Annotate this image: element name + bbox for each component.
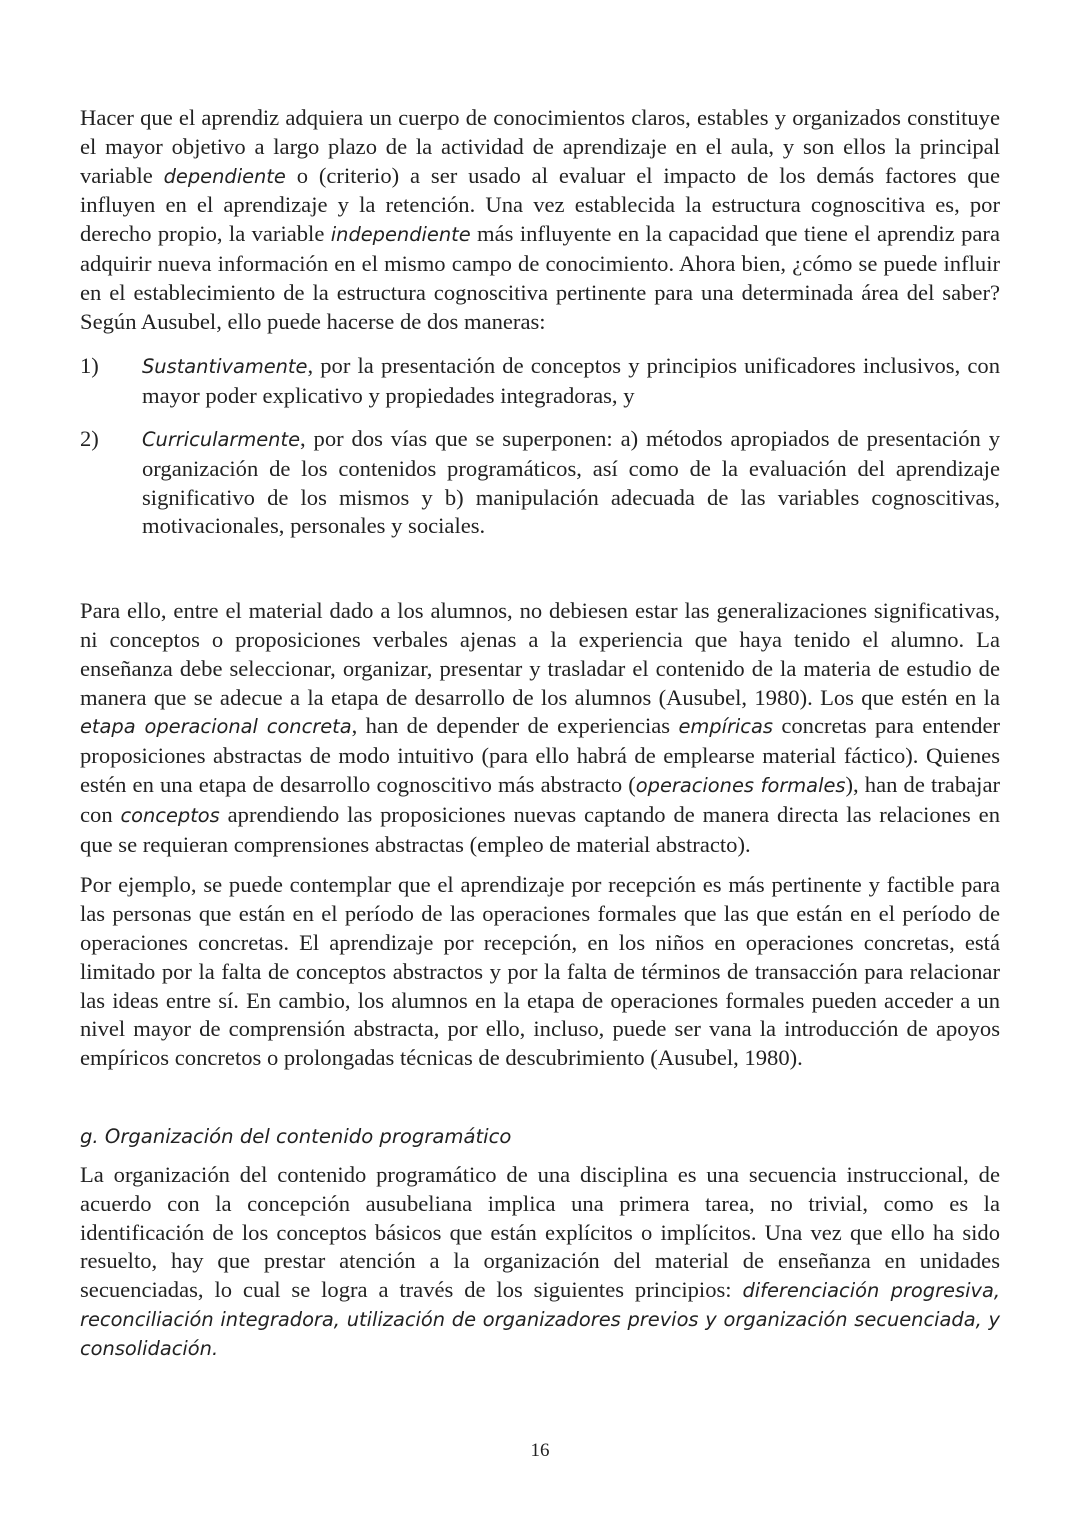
text-run: más influyente en la capacidad que tiene el aprendiz para adquirir nueva información en el mismo campo de conocimiento. Ahora bien, ¿cómo se puede influir en el establecimiento de la estructura cognoscitiva pertinente para una determinada área del saber? Según Ausubel, ello puede hacerse de dos maneras: [80, 221, 1000, 334]
paragraph-intro [80, 104, 1000, 336]
text-run: o (criterio) a ser usado al evaluar el impacto de los demás factores que influyen en el aprendizaje y la retención. Una vez establecida la estructura cognoscitiva es, por derecho propio, la variable [80, 162, 1000, 247]
spacer [80, 1073, 1000, 1123]
text-run: ), han de trabajar con [80, 771, 1000, 827]
text-run: Para ello, entre el material dado a los alumnos, no debiesen estar las generalizaciones significativas, ni conceptos o proposiciones verbales ajenas a la experiencia que haya tenido el alumno. La enseñanza debe seleccionar, organizar, presentar y trasladar el contenido de la materia de estudio de manera que se adecue a la etapa de desarrollo de los alumnos (Ausubel, 1980). Los que estén en la [80, 598, 1000, 710]
paragraph-material [80, 597, 1000, 859]
italic-term: Curricularmente [142, 427, 300, 451]
italic-term: conceptos [120, 803, 220, 827]
spacer [80, 859, 1000, 871]
paragraph-example: Por ejemplo, se puede contemplar que el aprendizaje por recepción es más pertinente y factible para las personas que están en el período de las operaciones formales que las que están en el período de operaciones concretas. El aprendizaje por recepción, en los niños en operaciones concretas, está limitado por la falta de conceptos abstractos y por la falta de términos de transacción para relacionar las ideas entre sí. En cambio, los alumnos en la etapa de operaciones formales pueden acceder a un nivel mayor de comprensión abstracta, por ello, incluso, puede ser vana la introducción de apoyos empíricos concretos o prolongadas técnicas de descubrimiento (Ausubel, 1980). [80, 872, 1000, 1071]
italic-term: etapa operacional concreta [80, 715, 352, 739]
text-run: , por la presentación de conceptos y principios unificadores inclusivos, con mayor poder explicativo y propiedades integradoras, y [142, 353, 1000, 409]
italic-term: empíricas [678, 715, 773, 739]
text-run: La organización del contenido programático de una disciplina es una secuencia instruccional, de acuerdo con la concepción ausubeliana implica una primera tarea, no trivial, como es la identificación de los conceptos básicos que están explícitos o implícitos. Una vez que ello ha sido resuelto, hay que prestar atención a la organización del material de enseñanza en unidades secuenciadas, lo cual se logra a través de los siguientes principios: [80, 1161, 1000, 1303]
list-item-number: 2) [80, 425, 99, 451]
text-run: , por dos vías que se superponen: a) métodos apropiados de presentación y organización de los contenidos programáticos, así como de la evaluación del aprendizaje significativo de los mismos y b) manipulación adecuada de las variables cognoscitivas, motivacionales, personales y sociales. [142, 425, 1000, 539]
paragraph-organization [80, 1161, 1000, 1363]
italic-term: operaciones formales [635, 773, 846, 797]
page-number: 16 [530, 1440, 550, 1461]
italic-principles: diferenciación progresiva, reconciliación integradora, utilización de organizadores previos y organización secuenciada, y consolidación. [80, 1279, 1000, 1361]
list-item-number: 1) [80, 353, 99, 379]
text-run: concretas para entender proposiciones abstractas de modo intuitivo (para ello habrá de emplearse material fáctico). Quienes estén en una etapa de desarrollo cognoscitivo más abstracto ( [80, 713, 1000, 797]
italic-term-independiente: independiente [330, 223, 471, 247]
list-item-body [142, 352, 1000, 411]
numbered-list [80, 352, 1000, 541]
text-run: Hacer que el aprendiz adquiera un cuerpo de conocimientos claros, estables y organizados constituye el mayor objetivo a largo plazo de la actividad de aprendizaje en el aula, y son ellos la principal variable [80, 105, 1000, 188]
italic-term-dependiente: dependiente [163, 164, 286, 188]
list-item-body [142, 425, 1000, 541]
text-run: , han de depender de experiencias [351, 713, 679, 739]
document-page [80, 104, 1000, 1363]
list-item [80, 425, 1000, 541]
list-item [80, 352, 1000, 411]
section-heading: g. Organización del contenido programático [80, 1124, 512, 1148]
italic-term: Sustantivamente [142, 355, 308, 379]
text-run: aprendiendo las proposiciones nuevas captando de manera directa las relaciones en que se requieran comprensiones abstractas (empleo de material abstracto). [80, 801, 1000, 857]
spacer [80, 555, 1000, 597]
